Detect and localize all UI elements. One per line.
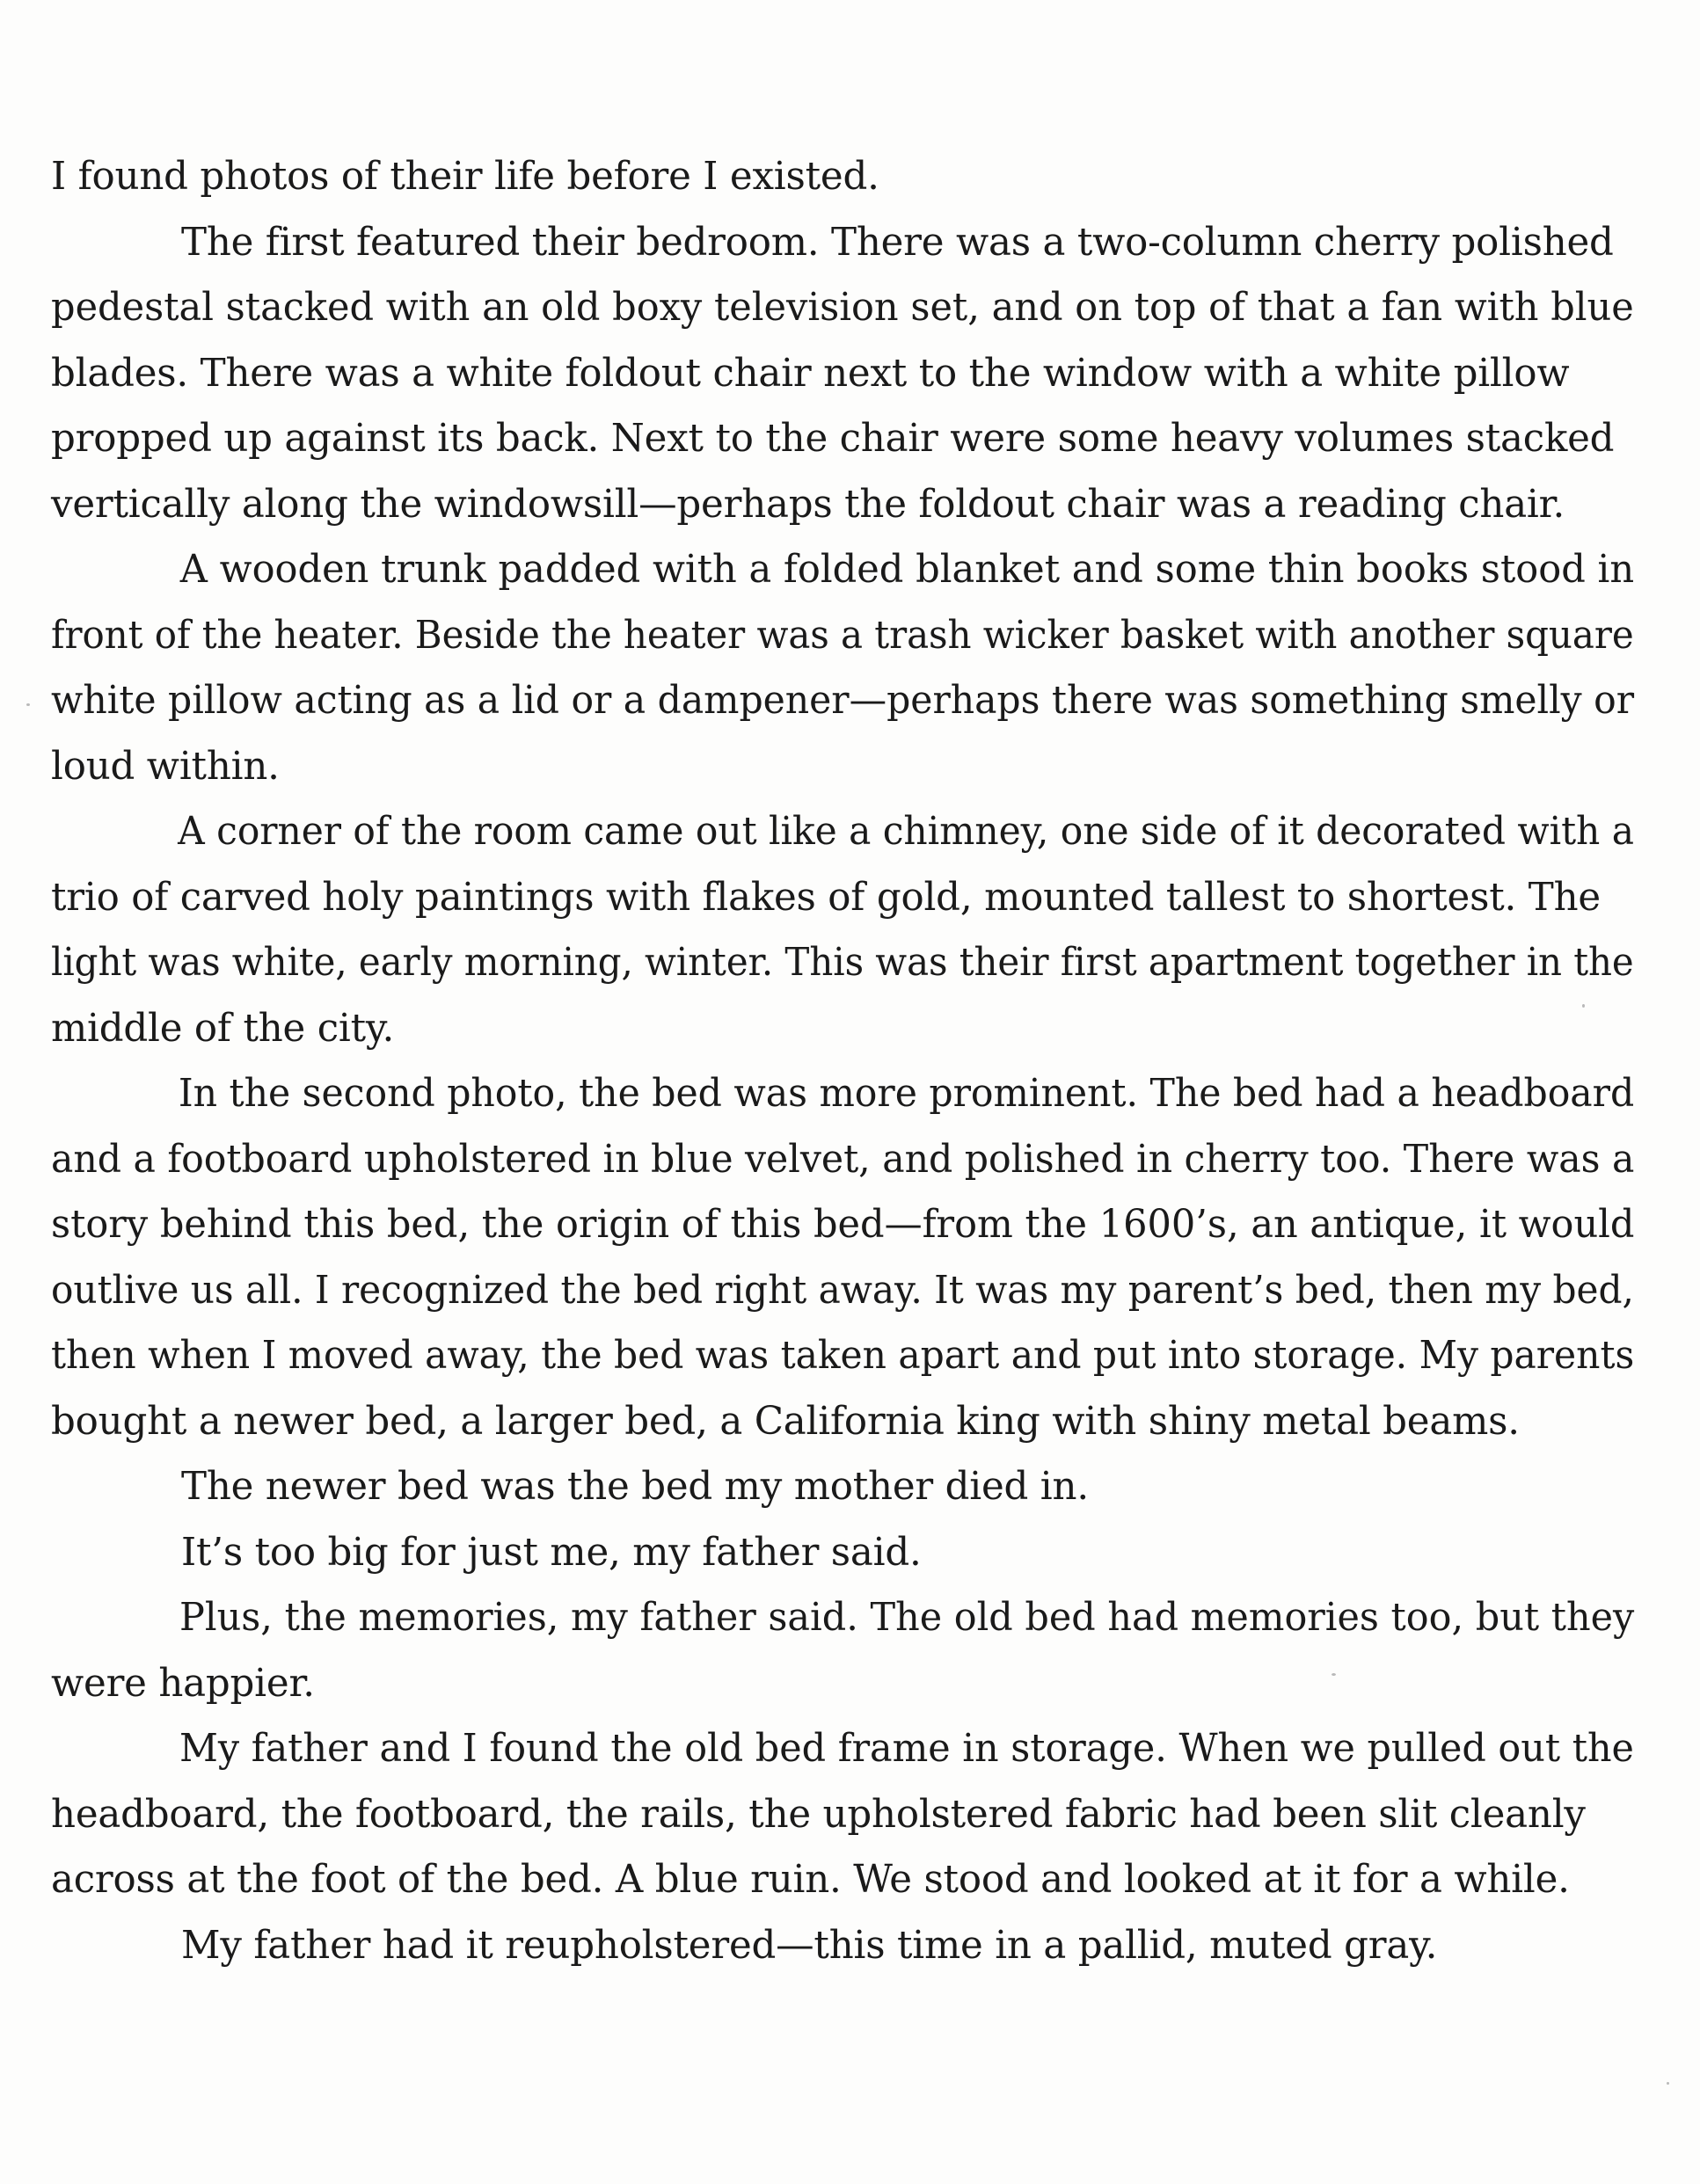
scan-speck bbox=[1582, 1004, 1585, 1008]
text-line: In the second photo, the bed was more prominent. The bed had a headboard bbox=[178, 1072, 1635, 1116]
text-line: A corner of the room came out like a chimney, one side of it decorated with a bbox=[178, 810, 1634, 854]
text-line: vertically along the windowsill—perhaps the foldout chair was a reading chair. bbox=[51, 482, 1565, 527]
text-line: The first featured their bedroom. There was a two-column cherry polished bbox=[181, 220, 1614, 265]
text-line: My father and I found the old bed frame in storage. When we pulled out the bbox=[179, 1727, 1634, 1771]
text-line: white pillow acting as a lid or a dampener—perhaps there was something smelly or bbox=[51, 679, 1635, 723]
text-line: I found photos of their life before I existed. bbox=[51, 155, 879, 199]
text-line: It’s too big for just me, my father said. bbox=[181, 1530, 922, 1575]
text-line: The newer bed was the bed my mother died in. bbox=[181, 1465, 1089, 1509]
text-line: blades. There was a white foldout chair next to the window with a white pillow bbox=[51, 351, 1570, 396]
text-line: across at the foot of the bed. A blue ruin. We stood and looked at it for a while. bbox=[51, 1858, 1570, 1902]
text-line: light was white, early morning, winter. This was their first apartment together in the bbox=[51, 941, 1634, 985]
text-line: then when I moved away, the bed was taken apart and put into storage. My parents bbox=[51, 1334, 1635, 1378]
scan-speck bbox=[1332, 1673, 1336, 1676]
scan-speck bbox=[26, 703, 30, 706]
text-line: and a footboard upholstered in blue velvet, and polished in cherry too. There was a bbox=[51, 1137, 1635, 1182]
text-line: were happier. bbox=[51, 1661, 315, 1706]
scan-speck bbox=[1667, 2082, 1669, 2085]
text-line: pedestal stacked with an old boxy television set, and on top of that a fan with blue bbox=[51, 286, 1634, 330]
text-line: bought a newer bed, a larger bed, a California king with shiny metal beams. bbox=[51, 1399, 1520, 1444]
text-line: middle of the city. bbox=[51, 1006, 395, 1051]
text-line: A wooden trunk padded with a folded blanket and some thin books stood in bbox=[179, 548, 1635, 592]
text-line: outlive us all. I recognized the bed right away. It was my parent’s bed, then my bed, bbox=[51, 1268, 1634, 1313]
text-line: trio of carved holy paintings with flakes of gold, mounted tallest to shortest. The bbox=[51, 875, 1601, 920]
text-line: front of the heater. Beside the heater was a trash wicker basket with another square bbox=[51, 613, 1634, 658]
text-line: My father had it reupholstered—this time in a pallid, muted gray. bbox=[181, 1923, 1438, 1968]
prose-text bbox=[51, 144, 1634, 1978]
text-line: story behind this bed, the origin of this bed—from the 1600’s, an antique, it would bbox=[51, 1203, 1635, 1247]
text-line: propped up against its back. Next to the chair were some heavy volumes stacked bbox=[51, 417, 1615, 461]
text-line: headboard, the footboard, the rails, the upholstered fabric had been slit cleanly bbox=[51, 1792, 1586, 1837]
text-line: loud within. bbox=[51, 744, 280, 789]
text-line: Plus, the memories, my father said. The old bed had memories too, but they bbox=[179, 1596, 1635, 1640]
